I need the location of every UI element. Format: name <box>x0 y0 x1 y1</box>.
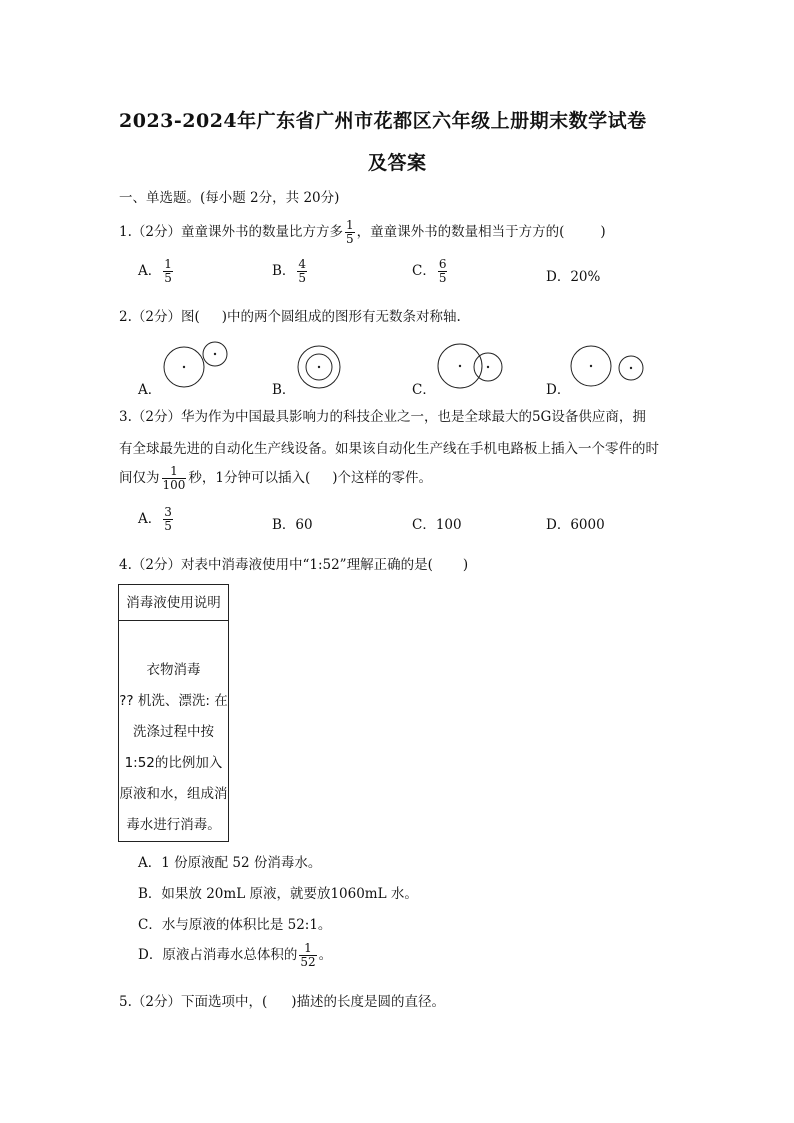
q3-line-2: 有全球最先进的自动化生产线设备。如果该自动化生产线在手机电路板上插入一个零件的时 <box>119 441 659 457</box>
title-line-2: 及答案 <box>368 152 427 174</box>
q1-option-c[interactable]: C． $\frac{6}{5}$ <box>412 257 447 285</box>
q4-option-d[interactable]: D．原液占消毒水总体积的 $\frac{1}{52}$ 。 <box>138 941 333 969</box>
q3-option-c[interactable]: C．100 <box>412 517 462 533</box>
q3-option-d[interactable]: D．6000 <box>546 517 605 533</box>
q1-prefix: 1.（2分）童童课外书的数量比方方多 <box>119 224 343 240</box>
figure-c-circles <box>438 344 502 388</box>
table-line: 衣物消毒 <box>146 662 201 678</box>
figure-d-circles <box>571 346 643 386</box>
table-line: 毒水进行消毒。 <box>126 817 221 833</box>
q2-option-d[interactable]: D． <box>546 382 571 398</box>
question-5: 5.（2分）下面选项中，( )描述的长度是圆的直径。 <box>119 994 446 1010</box>
table-line: 洗涤过程中按 <box>133 724 214 740</box>
q3-line-1: 3.（2分）华为作为中国最具影响力的科技企业之一，也是全球最大的5G设备供应商，拥 <box>119 409 646 425</box>
figure-b-circles <box>298 346 340 388</box>
q2-option-b[interactable]: B． <box>272 382 296 398</box>
section-heading: 一、单选题。(每小题 2分，共 20分) <box>119 190 340 206</box>
title-line-1: 2023-2024年广东省广州市花都区六年级上册期末数学试卷 <box>119 110 647 132</box>
table-line: 原液和水，组成消 <box>119 786 228 802</box>
q2-option-a[interactable]: A． <box>138 382 162 398</box>
question-4: 4.（2分）对表中消毒液使用中“1:52”理解正确的是( ) <box>119 557 469 573</box>
q3-option-b[interactable]: B．60 <box>272 517 313 533</box>
disinfectant-instructions-table <box>118 584 229 842</box>
q1-option-a[interactable]: A． $\frac{1}{5}$ <box>138 257 172 285</box>
q4-option-a[interactable]: A．1 份原液配 52 份消毒水。 <box>138 855 322 871</box>
q3-line-3: 间仅为 $\frac{1}{100}$ 秒，1分钟可以插入( )个这样的零件。 <box>119 464 433 492</box>
q2-option-c[interactable]: C． <box>412 382 436 398</box>
figure-a-circles <box>164 342 227 387</box>
q2-circle-figures <box>120 338 680 398</box>
q1-option-b[interactable]: B． $\frac{4}{5}$ <box>272 257 307 285</box>
table-header: 消毒液使用说明 <box>119 585 228 621</box>
table-line: ?? 机洗、漂洗: 在 <box>119 693 228 709</box>
table-body <box>119 655 228 841</box>
table-line: 1:52的比例加入 <box>124 755 223 771</box>
q1-suffix: ，童童课外书的数量相当于方方的( <box>356 224 565 240</box>
q4-option-b[interactable]: B．如果放 20mL 原液，就要放1060mL 水。 <box>138 886 418 902</box>
q1-option-d[interactable]: D．20% <box>546 269 601 285</box>
question-2: 2.（2分）图( )中的两个圆组成的图形有无数条对称轴. <box>119 309 461 325</box>
q1-fraction: $\frac{1}{5}$ <box>345 218 354 246</box>
question-1: 1.（2分）童童课外书的数量比方方多 $\frac{1}{5}$ ，童童课外书的数量相当于方方的( ) <box>119 218 606 246</box>
q4-option-c[interactable]: C．水与原液的体积比是 52:1。 <box>138 917 332 933</box>
q3-option-a[interactable]: A． $\frac{3}{5}$ <box>138 505 172 533</box>
